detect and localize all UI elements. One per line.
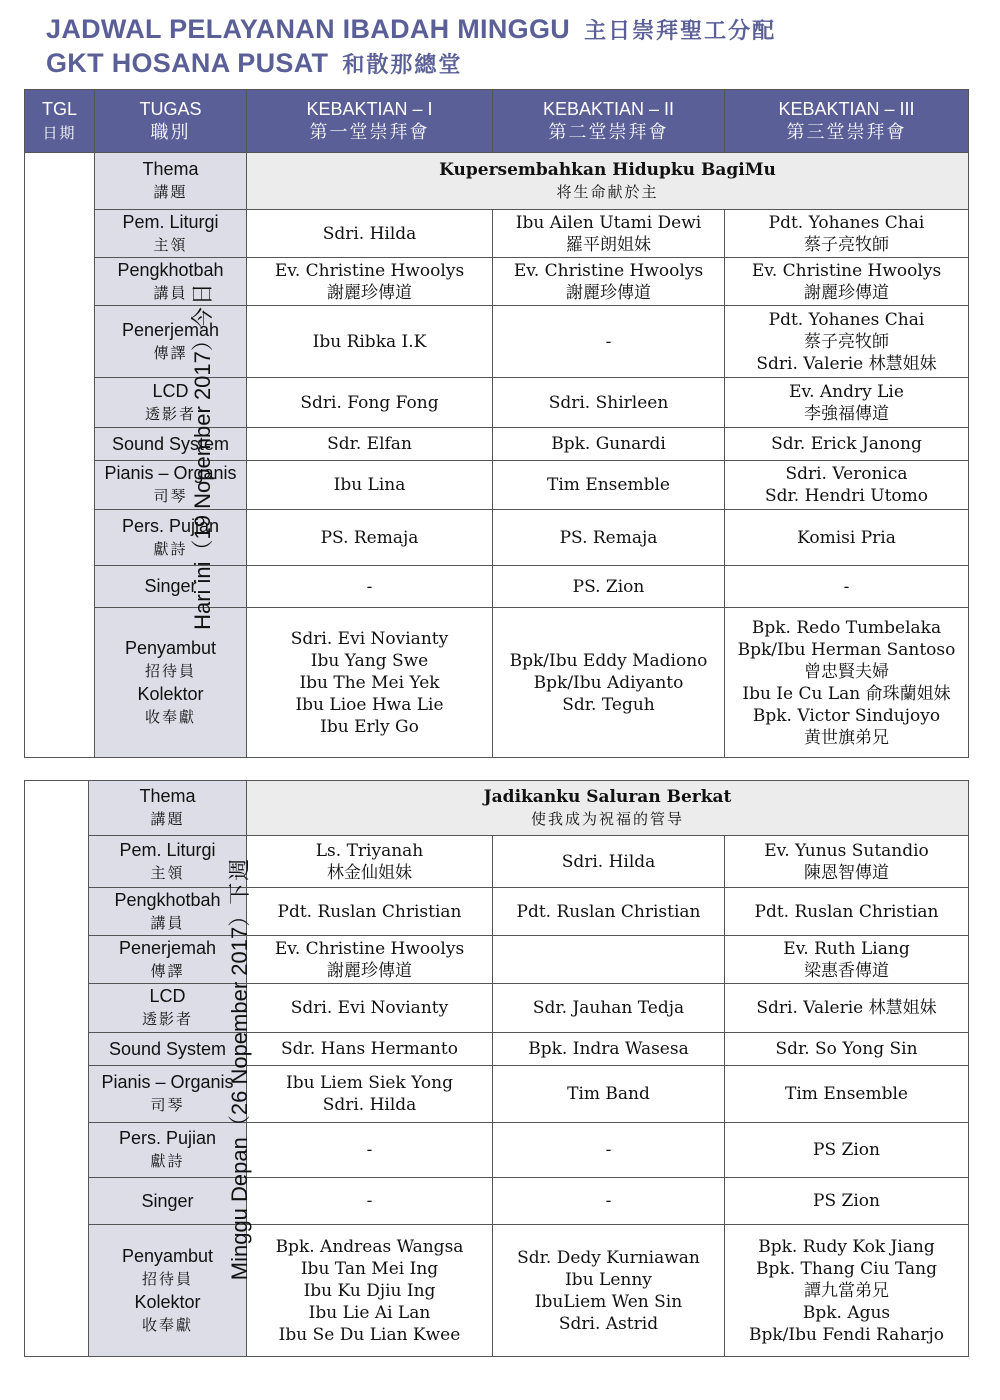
cell-line: PS. Remaja <box>559 527 658 548</box>
role-penerjemah: Penerjemah 傳譯 <box>95 306 247 378</box>
table-row <box>25 210 969 258</box>
cell-line: PS. Remaja <box>320 527 419 548</box>
cell-line: Bpk. Redo Tumbelaka <box>751 617 942 638</box>
role-lcd: LCD 透影者 <box>95 378 247 428</box>
cell-line: - <box>366 1140 373 1160</box>
cell-line: Ev. Ruth Liang <box>783 938 910 959</box>
cell-line: 林金仙姐妹 <box>327 862 412 883</box>
table-cell <box>725 984 969 1033</box>
cell-line: Ibu Ailen Utami Dewi <box>515 212 702 233</box>
table-cell <box>493 1033 725 1066</box>
cell-line: Bpk. Indra Wasesa <box>528 1039 689 1059</box>
cell-line: Tim Ensemble <box>785 1084 908 1104</box>
cell-line: Ibu Erly Go <box>320 716 419 737</box>
cell-line: Sdri. Evi Novianty <box>290 628 449 649</box>
table-cell <box>493 984 725 1033</box>
table-row <box>25 461 969 510</box>
cell-line: IbuLiem Wen Sin <box>534 1291 683 1312</box>
role-sound-system: Sound System <box>95 428 247 461</box>
role-pianis: Pianis – Organis 司琴 <box>95 461 247 510</box>
table-cell <box>247 566 493 608</box>
role-singer: Singer <box>89 1178 247 1225</box>
table-row <box>25 984 969 1033</box>
cell-line: Sdr. Dedy Kurniawan <box>517 1247 700 1268</box>
cell-line: 謝麗珍傳道 <box>327 282 412 303</box>
col-kebaktian-1: KEBAKTIAN – I 第一堂崇拜會 <box>247 90 493 153</box>
cell-line: Ibu Lie Ai Lan <box>308 1302 431 1323</box>
schedule-table-this-week <box>24 89 969 758</box>
table-cell <box>725 888 969 936</box>
role-pengkhotbah: Pengkhotbah 講員 <box>95 258 247 306</box>
cell-line: Ibu Liem Siek Yong <box>286 1073 453 1093</box>
cell-line: Bpk. Victor Sindujoyo <box>752 705 941 726</box>
table-cell <box>493 836 725 888</box>
table-cell <box>725 936 969 984</box>
table-cell <box>493 461 725 510</box>
table-row <box>25 1033 969 1066</box>
role-sound-system: Sound System <box>89 1033 247 1066</box>
table-cell <box>493 428 725 461</box>
cell-line: Sdri. Hilda <box>561 851 656 872</box>
table-cell <box>247 608 493 758</box>
table-cell <box>493 210 725 258</box>
cell-line: 謝麗珍傳道 <box>327 960 412 981</box>
table-row <box>25 378 969 428</box>
table-cell <box>493 1225 725 1357</box>
table-cell <box>493 306 725 378</box>
cell-line: - <box>605 1191 612 1211</box>
table-cell <box>247 378 493 428</box>
table-cell <box>725 1033 969 1066</box>
table-row <box>25 1123 969 1178</box>
cell-line: Ibu Lioe Hwa Lie <box>295 694 444 715</box>
cell-line: 蔡子亮牧師 <box>804 234 889 255</box>
cell-line: Sdr. Hendri Utomo <box>764 486 929 506</box>
table-cell <box>247 428 493 461</box>
cell-line: Sdr. Teguh <box>562 694 655 715</box>
cell-line: Bpk. Andreas Wangsa <box>275 1236 464 1257</box>
cell-line: Ev. Christine Hwoolys <box>274 938 465 959</box>
table-cell <box>247 1123 493 1178</box>
table-cell <box>247 306 493 378</box>
table-cell <box>725 836 969 888</box>
cell-line: Ibu Yang Swe <box>310 650 429 671</box>
cell-line: Bpk/Ibu Eddy Madiono <box>509 650 708 671</box>
cell-line: Sdri. Valerie 林慧姐妹 <box>756 998 937 1018</box>
table-cell <box>725 210 969 258</box>
cell-line: Ev. Christine Hwoolys <box>751 260 942 281</box>
table-cell <box>247 1033 493 1066</box>
cell-line: Ibu Lenny <box>565 1269 652 1290</box>
role-penerjemah: Penerjemah 傳譯 <box>89 936 247 984</box>
cell-line: Sdri. Shirleen <box>548 392 669 413</box>
role-pianis: Pianis – Organis 司琴 <box>89 1066 247 1123</box>
cell-line: Ibu Ku Djiu Ing <box>303 1280 436 1301</box>
table-cell <box>725 566 969 608</box>
cell-line: PS Zion <box>813 1140 880 1160</box>
col-tgl: TGL 日期 <box>25 90 95 153</box>
role-liturgi: Pem. Liturgi 主領 <box>95 210 247 258</box>
table-cell <box>493 608 725 758</box>
table-cell <box>247 461 493 510</box>
table-header-row <box>25 90 969 153</box>
role-pujian: Pers. Pujian 獻詩 <box>95 510 247 566</box>
cell-line: Tim Band <box>567 1084 650 1104</box>
cell-line: Bpk/Ibu Adiyanto <box>533 672 684 693</box>
role-pujian: Pers. Pujian 獻詩 <box>89 1123 247 1178</box>
table-cell <box>725 306 969 378</box>
table-cell <box>493 936 725 984</box>
title-line2-cn: 和散那總堂 <box>342 52 463 78</box>
table-row <box>25 1066 969 1123</box>
cell-line: Ibu Lina <box>333 475 406 495</box>
role-singer: Singer <box>95 566 247 608</box>
page-title <box>46 14 776 45</box>
cell-line: Bpk. Agus <box>802 1302 891 1323</box>
table-row <box>25 781 969 836</box>
cell-line: - <box>366 576 373 597</box>
table-cell <box>493 1123 725 1178</box>
role-lcd: LCD 透影者 <box>89 984 247 1033</box>
cell-line: 譚九當弟兄 <box>804 1280 889 1301</box>
cell-line: Sdr. Elfan <box>327 434 412 454</box>
table-cell <box>493 566 725 608</box>
table-row <box>25 1225 969 1357</box>
role-thema: Thema 講題 <box>89 781 247 836</box>
table-cell <box>247 984 493 1033</box>
church-title <box>46 48 462 79</box>
table-row <box>25 306 969 378</box>
cell-line: 蔡子亮牧師 <box>804 331 889 352</box>
table-row <box>25 888 969 936</box>
cell-line: Pdt. Ruslan Christian <box>754 901 939 922</box>
table-cell <box>725 1225 969 1357</box>
col-kebaktian-3: KEBAKTIAN – III 第三堂崇拜會 <box>725 90 969 153</box>
table-cell <box>725 1178 969 1225</box>
cell-line: Sdri. Veronica <box>785 464 908 484</box>
table-cell <box>247 210 493 258</box>
cell-line: Sdri. Hilda <box>322 223 417 244</box>
cell-line: 曾忠賢夫婦 <box>804 661 889 682</box>
title-line1-cn: 主日崇拜聖工分配 <box>584 18 777 44</box>
table-row <box>25 428 969 461</box>
table-cell <box>725 608 969 758</box>
table-row <box>25 936 969 984</box>
table-row <box>25 153 969 210</box>
date-label: Hari ini（19 Nopember 2017）今日 <box>189 280 216 630</box>
table-cell <box>725 258 969 306</box>
cell-line: - <box>605 331 612 352</box>
table-cell <box>725 1123 969 1178</box>
table-cell <box>725 428 969 461</box>
table-row <box>25 566 969 608</box>
table-cell <box>247 510 493 566</box>
cell-line: Ibu Ribka I.K <box>312 331 427 352</box>
cell-line: - <box>843 576 850 597</box>
cell-line: Bpk. Gunardi <box>551 434 666 454</box>
role-penyambut-kolektor: Penyambut 招待員 Kolektor 收奉獻 <box>89 1225 247 1357</box>
title-line2: GKT HOSANA PUSAT <box>46 48 329 78</box>
table-row <box>25 1178 969 1225</box>
cell-line: Bpk/Ibu Fendi Raharjo <box>749 1324 944 1345</box>
cell-line: Pdt. Yohanes Chai <box>768 309 925 330</box>
cell-line: Ibu The Mei Yek <box>299 672 440 693</box>
cell-line: 羅平朗姐妹 <box>566 234 651 255</box>
cell-line: 梁惠香傳道 <box>804 960 889 981</box>
cell-line: PS Zion <box>813 1191 880 1211</box>
cell-line: Sdr. So Yong Sin <box>775 1039 918 1059</box>
table-cell <box>725 378 969 428</box>
cell-line: Tim Ensemble <box>547 475 670 495</box>
table-cell <box>247 836 493 888</box>
cell-line: Ev. Yunus Sutandio <box>764 840 929 861</box>
role-penyambut-kolektor: Penyambut 招待員 Kolektor 收奉獻 <box>95 608 247 758</box>
theme-cell: Kupersembahkan Hidupku BagiMu 将生命献於主 <box>247 153 969 210</box>
cell-line: Ls. Triyanah <box>315 840 424 861</box>
cell-line: 李強福傳道 <box>804 403 889 424</box>
theme-cell: Jadikanku Saluran Berkat 使我成为祝福的管导 <box>247 781 969 836</box>
cell-line: Sdri. Astrid <box>558 1313 659 1334</box>
cell-line: Ibu Tan Mei Ing <box>300 1258 439 1279</box>
cell-line: Bpk. Thang Ciu Tang <box>756 1258 937 1279</box>
cell-line: 陳恩智傳道 <box>804 862 889 883</box>
role-pengkhotbah: Pengkhotbah 講員 <box>89 888 247 936</box>
cell-line: PS. Zion <box>572 576 645 597</box>
cell-line: Sdri. Valerie 林慧姐妹 <box>756 353 937 374</box>
cell-line: Sdr. Hans Hermanto <box>281 1039 458 1059</box>
table-cell <box>247 1178 493 1225</box>
table-cell <box>493 1066 725 1123</box>
table-cell <box>247 936 493 984</box>
table-cell <box>493 1178 725 1225</box>
role-thema: Thema 講題 <box>95 153 247 210</box>
cell-line: Sdri. Hilda <box>322 1095 417 1115</box>
table-cell <box>493 378 725 428</box>
cell-line: 黄世旗弟兄 <box>804 727 889 748</box>
cell-line: Ibu Ie Cu Lan 俞珠蘭姐妹 <box>742 683 951 704</box>
table-cell <box>247 1225 493 1357</box>
cell-line: Pdt. Ruslan Christian <box>516 901 701 922</box>
table-cell <box>247 888 493 936</box>
role-liturgi: Pem. Liturgi 主領 <box>89 836 247 888</box>
table-cell <box>493 888 725 936</box>
col-tugas: TUGAS 職別 <box>95 90 247 153</box>
table-cell <box>493 510 725 566</box>
table-row <box>25 836 969 888</box>
cell-line: Ev. Andry Lie <box>789 381 904 402</box>
table-cell <box>247 258 493 306</box>
col-kebaktian-2: KEBAKTIAN – II 第二堂崇拜會 <box>493 90 725 153</box>
cell-line: Sdr. Erick Janong <box>771 434 922 454</box>
cell-line: 謝麗珍傳道 <box>566 282 651 303</box>
cell-line: Sdri. Fong Fong <box>300 392 439 413</box>
table-row <box>25 510 969 566</box>
cell-line: Komisi Pria <box>797 527 896 548</box>
cell-line: - <box>605 1140 612 1160</box>
cell-line: Pdt. Yohanes Chai <box>768 212 925 233</box>
cell-line: Ev. Christine Hwoolys <box>274 260 465 281</box>
table-row <box>25 258 969 306</box>
table-cell <box>725 510 969 566</box>
cell-line: Sdr. Jauhan Tedja <box>532 998 685 1018</box>
date-label: Minggu Depan（26 Nopember 2017）下週 <box>227 856 254 1281</box>
cell-line: Ev. Christine Hwoolys <box>513 260 704 281</box>
cell-line: - <box>366 1191 373 1211</box>
cell-line: Sdri. Evi Novianty <box>290 998 449 1018</box>
cell-line: Pdt. Ruslan Christian <box>277 901 462 922</box>
cell-line: Bpk. Rudy Kok Jiang <box>758 1236 935 1257</box>
table-cell <box>725 461 969 510</box>
cell-line: 謝麗珍傳道 <box>804 282 889 303</box>
table-row <box>25 608 969 758</box>
cell-line: Bpk/Ibu Herman Santoso <box>737 639 956 660</box>
title-line1: JADWAL PELAYANAN IBADAH MINGGU <box>46 14 571 44</box>
cell-line: Ibu Se Du Lian Kwee <box>278 1324 461 1345</box>
schedule-table-next-week <box>24 780 969 1357</box>
table-cell <box>247 1066 493 1123</box>
table-cell <box>725 1066 969 1123</box>
table-cell <box>493 258 725 306</box>
